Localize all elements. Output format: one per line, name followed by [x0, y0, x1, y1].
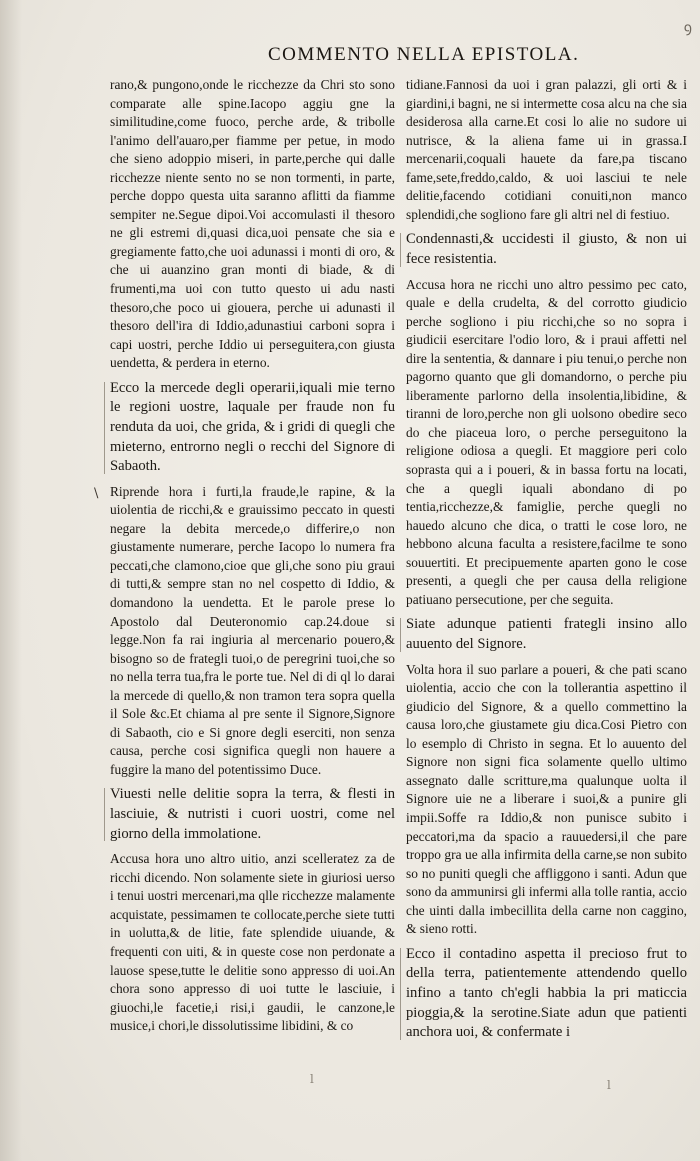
foot-mark-right: l [607, 1078, 611, 1092]
commentary-paragraph: Accusa hora uno altro uitio, anzi scelleratez za de ricchi dicendo. Non solamente siete in giuriosi uerso i tenui uostri mercenari,ma qlle ricchezze malamente acquistate, pessimamen te collocate,perche siete tutti in uolutta,& de litie, fate splendide uiuande, & frequenti con uiti, & in queste cose non perdonate a lauose spese,tutte le delitie sono appresso di uoi.An chora sono appresso di uoi tutte le lasciuie, i giuochi,le facetie,i risi,i gaudii, le canzone,le musice,i chori,le dissolutissime libidini, & co [110, 851, 395, 1034]
right-column [406, 76, 687, 1043]
gutter-shadow [0, 0, 22, 1161]
scripture-verse: Condennasti,& uccidesti il giusto, & non ui fece resistentia. [406, 230, 687, 269]
commentary-paragraph: rano,& pungono,onde le ricchezze da Chri sto sono comparate alle spine.Iacopo aggiu gne la similitudine,come fuoco, perche arde, & tribolle l'animo dell'auaro,per fiamme per petue, in modo che sieno adoppio miseri, in parte,perche qui dalle ricchezze niente sento no se non tormenti, in parte, perche doppo questa uita saranno aflitti da fiamme sempiter ne.Segue dipoi.Voi accomulasti il thesoro ne gli estremi di,quasi dica,uoi pensate che sia e gregiamente fatto,che uoi adunassi i monti di oro, & che ui auanzino gran monti di biade, & di frumenti,ma uoi con tutto questo ui adu nasti thesoro,che poco ui giouera, perche ui adunasti il thesoro dell'ira di Iddio,adunastiui carboni sopra i capi uostri, perche Iddio ui perseguitera,con giusta uendetta, & perdera in eterno. [110, 77, 395, 371]
left-column [110, 76, 395, 1036]
scripture-verse: Ecco il contadino aspetta il precioso frut to della terra, patientemente attendendo quello infino a tanto ch'egli habbia la pri maticcia pioggia,& la serotine.Siate adun que patienti anchora uoi, & confermate i [406, 945, 687, 1043]
commentary-paragraph: Accusa hora ne ricchi uno altro pessimo pec cato, quale e della crudelta, & del corrotto giudicio perche sogliono i piu ricchi,che so no sopra i giudicii esercitare l'odio loro, & i praui affetti nel dire la sententia, & dannare i piu tenui,o perche non pagorno quanto que gli domandorno, o perche piu liberamente parlorno della insolentia,libidine, & tiranni de loro,perche non gli uolsono obedire seco do che piaceua loro, o perche perseguitono la religione odiosa a quegli. Et maggiore peri colo soprasta qui a i poueri, & in bassa fortu na locati, che a quegli iquali abondano di po tentia,ricchezze,& famiglie, perche quegli no hauedo alcuno che dica, o tratti le cose loro, ne hebbono alcuna faculta a resistere,facilme te sono souuertiti. Et precipuemente aparten gono le cose presenti, a quegli che per causa della religione patiuano persecutione, per che seguita. [406, 276, 687, 607]
scripture-verse: Ecco la mercede degli operarii,iquali mie terno le regioni uostre, laquale per fraude non fu renduta da uoi, che grida, & i gridi di quegli che mieterno, entrorno negli o recchi del Signore di Sabaoth. [110, 379, 395, 477]
commentary-paragraph: Volta hora il suo parlare a poueri, & che pati scano uiolentia, accio che con la tollerantia aspettino il giudicio del Signore, & a quello commettino la causa loro,che giustamete giu dica.Cosi Pietro con lo esemplo di Christo in segna. Et lo auuento del Signore non signi fica solamente quello ultimo assegnato dalle scritture,ma qualunque uolta il Signore uie ne a liberare i suoi,& a punire gli impii.Soffe ra Iddio,& non punisce subito i peccatori,ma da spacio a rauuedersi,il che pare troppo gra ue alla infirmita della carne,se non subito so no puniti quegli che affliggono i santi. Adun que sono da ammunirsi gli infermi alla tolle rantia, accio che uinti dalla imbecillita della carne non caggino, & sieno rotti. [406, 661, 687, 937]
scripture-verse: Siate adunque patienti frategli insino allo auuento del Signore. [406, 615, 687, 654]
commentary-paragraph: Riprende hora i furti,la fraude,le rapine, & la uiolentia de ricchi,& e grauissimo peccato in questi negare la debita mercede,o differire,o non giustamente numerare, perche Iacopo lo numera fra peccati,che clamono,cioe que gli,che sono piu graui di tutti,& sempre stan no nel cospetto di Iddio, & domandono la uendetta. Et le parole prese lo Apostolo dal Deuteronomio cap.24.doue si legge.Non fa rai ingiuria al mercenario pouero,& bisogno so de frategli tuoi,o de peregrini tuoi,che so no nella terra tua,fra le porte tue. Nel di di ql lo darai la mercede di quello,& non tramon tera sopra quella il Sole &c.Et chiama al pre sente il Signore,Signore di Sabaoth, cio e Si gnore degli eserciti, non senza causa, perche cosi significa quegli non hauere a fuggire la mano del potentissimo Duce. [110, 483, 395, 777]
scripture-verse: Viuesti nelle delitie sopra la terra, & flesti in lasciuie, & nutristi i cuori uostri, come nel giorno della immolatione. [110, 785, 395, 844]
running-header: COMMENTO NELLA EPISTOLA. [268, 44, 580, 65]
foot-mark-left: l [310, 1072, 314, 1086]
margin-mark: \ [94, 486, 99, 501]
corner-mark: ꝯ [683, 20, 692, 36]
commentary-paragraph: tidiane.Fannosi da uoi i gran palazzi, gli orti & i giardini,i bagni, ne si intermette cosa alcu na che sia desiderosa alla carne.Et cosi lo alie no sudore ui nutrisce, & la aliena fame ui in grassa.I mercenarii,coquali hauete da fare,pa tiscano fame,sete,freddo,caldo, & uoi lasciui te nele delitie,facendo cotidiani conuiti,non manco splendidi,che sogliono fare gli altri nel di festiuo. [406, 77, 687, 222]
